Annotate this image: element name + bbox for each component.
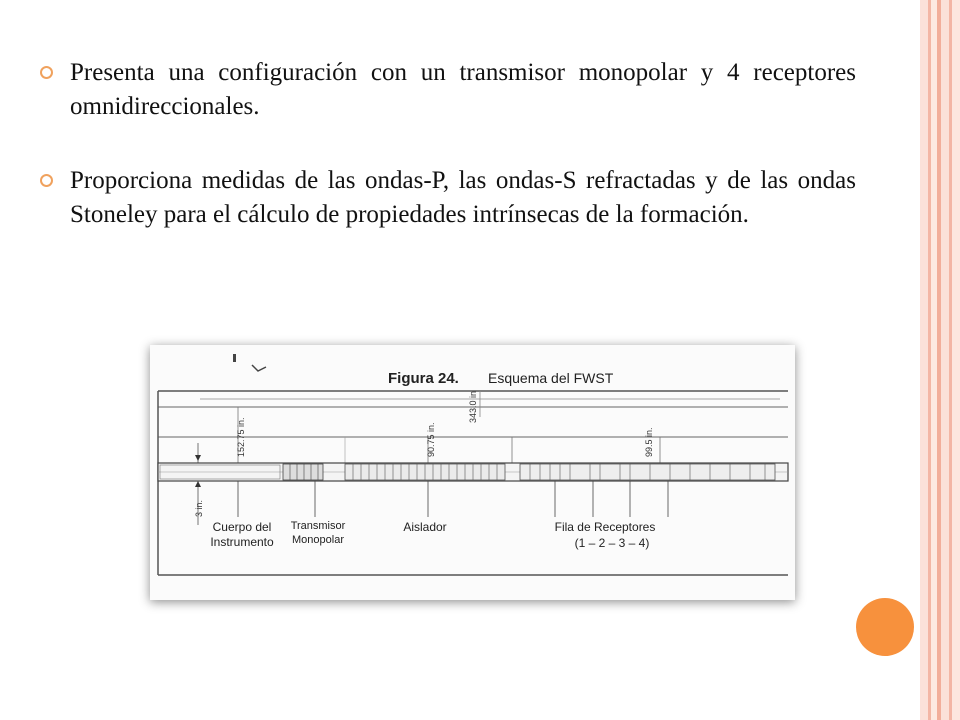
dimension-label-90: 90.75 in. <box>426 422 436 457</box>
label-transmisor-1: Transmisor <box>290 520 346 532</box>
scan-mark-2 <box>252 365 266 371</box>
bullet-item-2 <box>40 164 856 232</box>
bullet-text-1: Presenta una configuración con un transmisor monopolar y 4 receptores omnidireccionales. <box>70 59 856 120</box>
label-fila-2: (1 – 2 – 3 – 4) <box>574 536 650 550</box>
scan-mark <box>233 354 236 362</box>
bullet-item-1 <box>40 56 856 124</box>
figure-number: Figura 24. <box>388 370 459 387</box>
bullet-list <box>40 56 856 232</box>
figure-title: Esquema del FWST <box>488 370 614 386</box>
label-transmisor-2: Monopolar <box>292 534 344 546</box>
bullet-text-2: Proporciona medidas de las ondas-P, las ondas-S refractadas y de las ondas Stoneley para el cálculo de propiedades intrínsecas de la formación. <box>70 167 856 228</box>
fwst-figure <box>150 345 795 600</box>
arrow-up-icon <box>195 481 201 487</box>
transmitter-segment <box>283 464 323 480</box>
dimension-label-3: 3 in. <box>194 499 204 517</box>
bullet-circle-icon <box>40 66 53 79</box>
label-cuerpo-1: Cuerpo del <box>212 520 272 534</box>
side-stripe-1 <box>920 0 928 720</box>
fwst-schematic <box>150 345 795 600</box>
bullet-circle-icon <box>40 174 53 187</box>
label-fila-1: Fila de Receptores <box>554 520 656 534</box>
side-stripe-5 <box>941 0 949 720</box>
dimension-label-343: 343.0 in <box>468 390 478 423</box>
dimension-label-99: 99.5 in. <box>644 427 654 457</box>
arrow-down-icon <box>195 455 201 461</box>
side-stripe-7 <box>952 0 960 720</box>
label-cuerpo-2: Instrumento <box>210 535 274 549</box>
label-aislador: Aislador <box>403 520 447 534</box>
decorative-orange-circle <box>856 598 914 656</box>
dimension-label-152: 152.75 in. <box>236 417 246 457</box>
receiver-array-segment <box>520 464 775 480</box>
